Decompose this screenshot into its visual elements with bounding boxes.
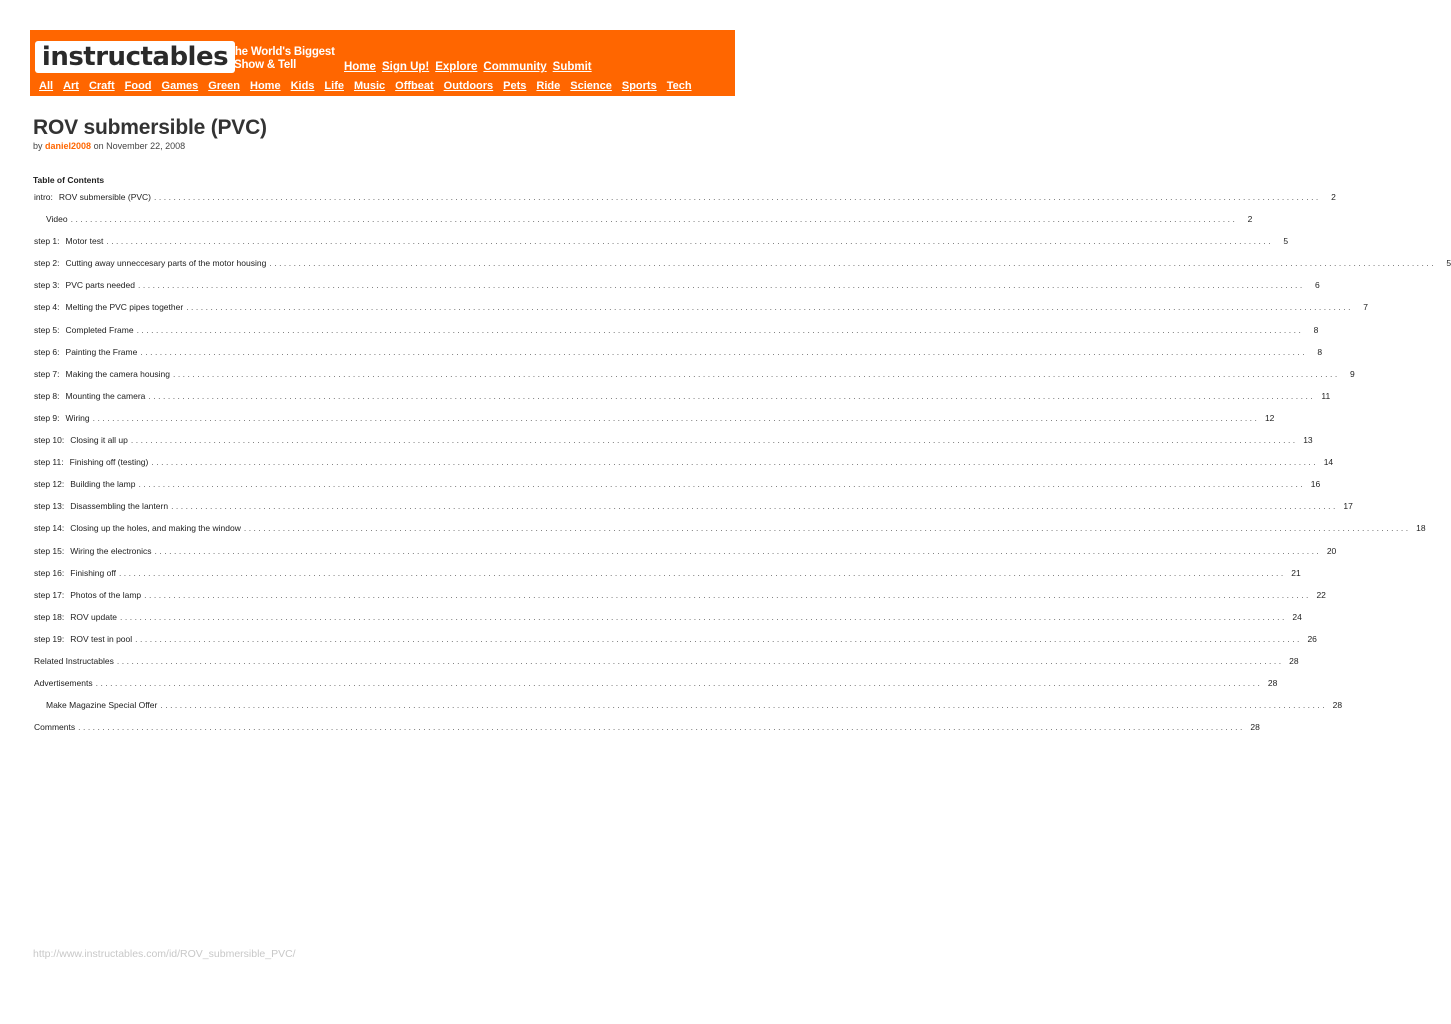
toc-page-number: 17 [1343,501,1353,512]
toc-step-title: Cutting away unneccesary parts of the motor housing [65,258,267,269]
publish-date: on November 22, 2008 [93,141,186,151]
toc-leader-dots: ................................................................................................................................................................................................................................................ [144,589,1311,600]
toc-step-number: step 15: [34,545,65,556]
toc-entry[interactable] [34,192,1336,214]
toc-step-title: Wiring [65,412,90,423]
by-label: by [33,141,43,151]
toc-step-title: Melting the PVC pipes together [65,302,184,313]
top-nav-home-link[interactable]: Home [344,61,376,73]
toc-entry-label [34,391,145,401]
toc-step-title: Closing up the holes, and making the window [70,523,241,534]
toc-page-number: 18 [1416,523,1426,534]
toc-page-number: 16 [1310,479,1321,490]
toc-step-number: step 19: [34,633,65,644]
toc-step-number: step 7: [34,368,60,379]
toc-step-number: step 13: [34,501,65,512]
category-art-link[interactable]: Art [63,80,79,92]
toc-step-title: ROV update [70,611,118,622]
toc-leader-dots: ................................................................................................................................................................................................................................................ [172,368,1340,379]
top-nav-submit-link[interactable]: Submit [552,61,592,73]
toc-page-number: 7 [1363,302,1368,313]
toc-page-number: 28 [1332,700,1343,711]
toc-page-number: 8 [1313,324,1319,335]
toc-entry[interactable] [34,324,1319,347]
toc-step-number: step 1: [34,236,60,247]
toc-entry-label [34,546,152,556]
toc-page-number: 28 [1250,722,1260,733]
toc-leader-dots: ................................................................................................................................................................................................................................................ [95,678,1263,689]
toc-step-title: Make Magazine Special Offer [46,700,158,711]
toc-step-title: PVC parts needed [65,280,135,291]
toc-leader-dots: ................................................................................................................................................................................................................................................ [118,567,1286,578]
toc-entry-label [34,302,183,312]
top-nav-sign-up-link[interactable]: Sign Up! [381,61,430,73]
toc-leader-dots: ................................................................................................................................................................................................................................................ [106,236,1274,247]
header-banner [30,30,735,96]
toc-entry[interactable] [34,214,1253,236]
toc-entry[interactable] [34,280,1320,302]
toc-entry[interactable] [34,678,1278,700]
toc-entry[interactable] [34,633,1317,656]
toc-entry-label [34,501,168,511]
instructables-logo[interactable] [35,41,235,73]
toc-step-title: Photos of the lamp [70,589,142,600]
tagline [228,46,335,72]
top-nav [344,61,592,73]
toc-entry[interactable] [34,501,1353,523]
toc-leader-dots: ................................................................................................................................................................................................................................................ [135,633,1302,644]
toc-page-number: 28 [1267,678,1278,689]
toc-entry-label [34,612,117,622]
toc-leader-dots: ................................................................................................................................................................................................................................................ [130,435,1298,446]
category-outdoors-link[interactable]: Outdoors [443,80,494,92]
toc-entry-label [34,369,170,379]
toc-step-number: intro: [34,192,53,202]
toc-step-title: Closing it all up [70,435,128,446]
category-food-link[interactable]: Food [124,80,152,92]
toc-entry-label [46,700,157,710]
logo-text: instructables [41,42,229,72]
toc-page-number: 6 [1315,280,1320,291]
toc-page-number: 8 [1317,346,1323,357]
toc-entry-label [34,347,137,357]
category-tech-link[interactable]: Tech [666,80,692,92]
toc-entry-label [46,214,68,224]
toc-entry[interactable] [34,302,1368,324]
toc-step-title: Completed Frame [65,324,134,335]
toc-page-number: 2 [1247,214,1253,225]
footer-url[interactable]: http://www.instructables.com/id/ROV_submersible_PVC/ [33,948,296,960]
toc-leader-dots: ................................................................................................................................................................................................................................................ [138,479,1306,490]
toc-leader-dots: ................................................................................................................................................................................................................................................ [92,412,1260,423]
toc-leader-dots: ................................................................................................................................................................................................................................................ [154,545,1322,556]
toc-entry-label [34,656,114,666]
toc-step-number: step 16: [34,567,65,578]
author-link[interactable]: daniel2008 [45,141,92,151]
top-nav-explore-link[interactable]: Explore [435,61,478,73]
toc-entry-label [34,678,93,688]
toc-entry[interactable] [34,412,1275,435]
toc-leader-dots: ................................................................................................................................................................................................................................................ [70,214,1238,225]
toc-entry[interactable] [34,258,1451,280]
toc-entry-label [34,457,148,467]
toc-leader-dots: ................................................................................................................................................................................................................................................ [243,523,1411,534]
toc-leader-dots: ................................................................................................................................................................................................................................................ [269,258,1437,269]
toc-leader-dots: ................................................................................................................................................................................................................................................ [171,501,1338,512]
toc-entry[interactable] [34,457,1334,479]
toc-leader-dots: ................................................................................................................................................................................................................................................ [116,655,1284,666]
toc-step-title: ROV submersible (PVC) [58,192,152,202]
tagline-line2: Show & Tell [234,59,297,71]
toc-leader-dots: ................................................................................................................................................................................................................................................ [151,457,1319,468]
category-offbeat-link[interactable]: Offbeat [395,80,434,92]
toc-leader-dots: ................................................................................................................................................................................................................................................ [160,700,1328,711]
toc-entry-label [34,280,135,290]
toc-step-title: Comments [34,722,76,733]
toc-entry[interactable] [34,390,1331,413]
toc-step-title: Finishing off [70,567,116,578]
toc-step-title: Making the camera housing [65,368,170,379]
toc-entry-label [34,258,266,268]
toc-leader-dots: ................................................................................................................................................................................................................................................ [78,722,1245,733]
toc-entry-label [34,435,128,445]
toc-entry[interactable] [34,611,1302,634]
toc-page-number: 12 [1264,412,1275,423]
toc-page-number: 26 [1307,633,1317,644]
toc-entry[interactable] [34,435,1313,457]
toc-entry[interactable] [34,523,1426,545]
toc-page-number: 20 [1326,545,1337,556]
toc-entry-label [34,192,151,202]
toc-entry-label [34,722,75,732]
toc-step-number: step 9: [34,412,60,423]
toc-page-number: 22 [1316,589,1326,600]
toc-entry-label [34,236,103,246]
toc-entry[interactable] [34,346,1323,369]
category-all-link[interactable]: All [39,80,54,92]
toc-step-number: step 11: [34,457,64,468]
toc-step-number: step 12: [34,479,65,490]
toc-entry-label [34,568,116,578]
toc-step-number: step 5: [34,324,60,335]
category-home-link[interactable]: Home [250,80,281,92]
toc-page-number: 24 [1292,611,1302,622]
toc-leader-dots: ................................................................................................................................................................................................................................................ [120,611,1287,622]
toc-page-number: 28 [1289,655,1299,666]
tagline-line1: The World's Biggest [228,46,335,58]
byline [33,141,185,151]
category-ride-link[interactable]: Ride [536,80,561,92]
toc-leader-dots: ................................................................................................................................................................................................................................................ [138,280,1305,291]
toc-entry[interactable] [34,589,1326,612]
category-games-link[interactable]: Games [161,80,199,92]
category-kids-link[interactable]: Kids [290,80,315,92]
toc-heading: Table of Contents [33,175,105,185]
category-craft-link[interactable]: Craft [88,80,115,92]
toc-page-number: 9 [1350,368,1355,379]
toc-page-number: 11 [1321,390,1331,401]
toc-entry-label [34,634,132,644]
page-title: ROV submersible (PVC) [33,116,267,139]
toc-entry[interactable] [34,655,1299,678]
toc-step-title: Related Instructables [34,655,114,666]
toc-entry[interactable] [34,567,1301,590]
toc-step-number: step 8: [34,390,60,401]
toc-step-title: Disassembling the lantern [70,501,169,512]
toc-leader-dots: ................................................................................................................................................................................................................................................ [154,192,1321,202]
category-nav [39,80,692,92]
toc-page-number: 2 [1331,192,1336,202]
category-science-link[interactable]: Science [570,80,612,92]
toc-step-number: step 18: [34,611,65,622]
toc-step-title: ROV test in pool [70,633,133,644]
toc-step-number: step 17: [34,589,65,600]
toc-page-number: 5 [1283,236,1289,247]
toc-step-title: Mounting the camera [65,390,146,401]
toc-entry[interactable] [34,722,1260,744]
toc-step-title: Painting the Frame [65,346,138,357]
toc-step-title: Advertisements [34,678,93,689]
toc-leader-dots: ................................................................................................................................................................................................................................................ [136,324,1304,335]
toc-entry[interactable] [34,368,1355,391]
toc-leader-dots: ................................................................................................................................................................................................................................................ [148,390,1316,401]
toc-page-number: 5 [1446,258,1451,269]
toc-step-number: step 4: [34,302,60,313]
toc-entry-label [34,523,241,533]
toc-entry[interactable] [34,545,1337,568]
toc-step-title: Building the lamp [70,479,136,490]
toc-step-number: step 14: [34,523,65,534]
toc-step-number: step 6: [34,346,60,357]
toc-entry[interactable] [34,479,1321,501]
toc-step-title: Video [46,214,68,225]
toc-entry-label [34,413,90,423]
toc-step-title: Motor test [65,236,104,247]
toc-leader-dots: ................................................................................................................................................................................................................................................ [186,302,1353,313]
toc-entry-label [34,325,134,335]
category-life-link[interactable]: Life [324,80,344,92]
category-sports-link[interactable]: Sports [621,80,657,92]
toc-page-number: 21 [1291,567,1301,578]
category-pets-link[interactable]: Pets [503,80,527,92]
toc-entry[interactable] [34,236,1289,258]
toc-step-number: step 3: [34,280,60,291]
category-music-link[interactable]: Music [353,80,386,92]
toc-step-number: step 2: [34,258,60,269]
toc-page-number: 13 [1303,435,1313,446]
toc-entry-label [34,479,135,489]
toc-leader-dots: ................................................................................................................................................................................................................................................ [140,346,1308,357]
toc-page-number: 14 [1323,457,1334,468]
toc-step-title: Wiring the electronics [70,545,152,556]
toc-entry-label [34,590,141,600]
toc-step-number: step 10: [34,435,65,446]
top-nav-community-link[interactable]: Community [483,61,547,73]
category-green-link[interactable]: Green [208,80,241,92]
table-of-contents [34,192,1451,744]
toc-step-title: Finishing off (testing) [69,457,149,468]
toc-entry[interactable] [34,700,1343,722]
